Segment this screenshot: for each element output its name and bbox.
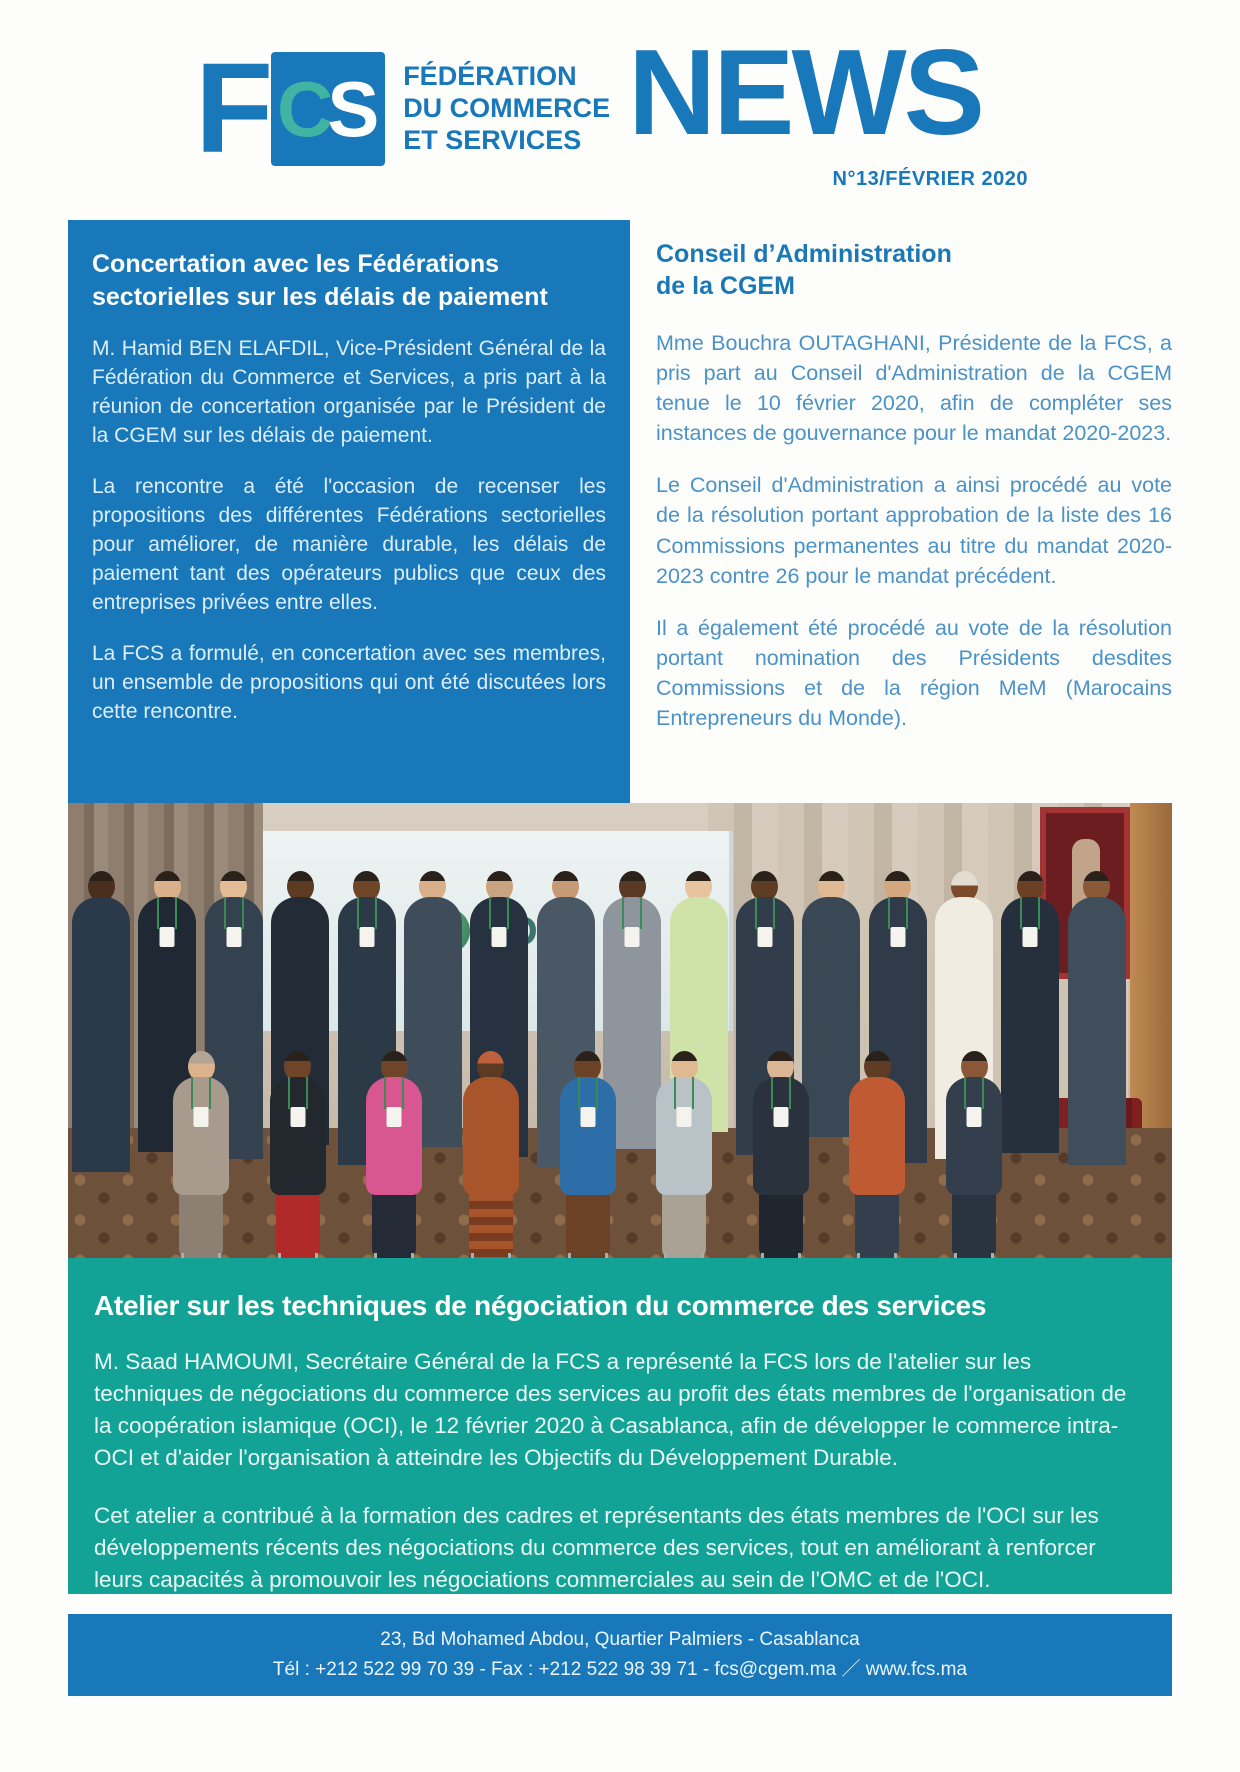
masthead-title: NEWS [628,24,982,160]
article-paragraph: M. Hamid BEN ELAFDIL, Vice-Président Général de la Fédération du Commerce et Services, a pris part à la réunion de concertation organisée par le Président de la CGEM sur les délais de paiement. [92,337,606,447]
logo-letter-c: C [277,64,328,153]
person [1001,871,1059,1153]
org-name-line3: ET SERVICES [403,124,582,155]
org-name [403,61,610,157]
person [173,1051,229,1258]
fcs-logo [195,37,611,180]
person [849,1051,905,1258]
article-paragraph: Mme Bouchra OUTAGHANI, Présidente de la FCS, a pris part au Conseil d'Administration de la CGEM tenue le 10 février 2020, afin de compléter ses instances de gouvernance pour le mandat 2020-2023. [656,331,1172,446]
person [72,871,130,1172]
article-title: Concertation avec les Fédérations sectorielles sur les délais de paiement [92,250,548,311]
article-paragraph: M. Saad HAMOUMI, Secrétaire Général de la FCS a représenté la FCS lors de l'atelier sur les techniques de négociations du commerce des services au profit des états membres de l'organisation de la coopération islamique (OCI), le 12 février 2020 à Casablanca, afin de développer le commerce intra-OCI et d'aider l'organisation à atteindre les Objectifs du Développement Durable. [94,1349,1127,1470]
logo-tile [271,52,385,166]
article-cgem-board [656,238,1172,755]
footer-bar [68,1614,1172,1696]
person [946,1051,1002,1258]
article-title [656,238,1172,302]
person [1068,871,1126,1165]
org-name-line2: DU COMMERCE [403,93,611,124]
logo-letter-f: F [195,37,270,180]
article-payment-delays [68,220,630,803]
person [560,1051,616,1258]
person [463,1051,519,1258]
footer-address: 23, Bd Mohamed Abdou, Quartier Palmiers - Casablanca [380,1629,860,1651]
seated-row [173,1051,1002,1258]
issue-number: N°13/FÉVRIER 2020 [832,168,1028,190]
article-title: Atelier sur les techniques de négociation du commerce des services [94,1290,987,1321]
footer-contacts: Tél : +212 522 99 70 39 - Fax : +212 522 98 39 71 - fcs@cgem.ma ／ www.fcs.ma [272,1659,968,1680]
person [270,1051,326,1258]
article-paragraph: Cet atelier a contribué à la formation des cadres et représentants des états membres de l'OCI sur les développements récents des négociations du commerce des services, tout en améliorant à renforcer leurs capacités à promouvoir les négociations commerciales au sein de l'OMC et de l'OCI. [94,1502,1099,1592]
article-title-line2: de la CGEM [656,272,795,300]
masthead [628,24,1028,160]
person [366,1051,422,1258]
person [753,1051,809,1258]
article-paragraph: Il a également été procédé au vote de la résolution portant nomination des Présidents desdites Commissions et de la région MeM (Marocains Entrepreneurs du Monde). [656,615,1172,731]
group-photo [68,803,1172,1258]
person [656,1051,712,1258]
article-paragraph: La rencontre a été l'occasion de recenser les propositions des différentes Fédérations sectorielles pour améliorer, de manière durable, les délais de paiement tant des opérateurs publics que ceux des entreprises privées entre elles. [92,474,606,614]
article-title-line1: Conseil d’Administration [656,240,952,268]
article-paragraph: Le Conseil d'Administration a ainsi procédé au vote de la résolution portant approbation de la liste des 16 Commissions permanentes au titre du mandat 2020-2023 contre 26 pour le mandat précédent. [656,473,1172,588]
article-paragraph: La FCS a formulé, en concertation avec ses membres, un ensemble de propositions qui ont été discutées lors cette rencontre. [92,641,606,723]
article-workshop [68,1258,1172,1594]
logo-letter-s: S [327,64,380,153]
org-name-line1: FÉDÉRATION [403,61,577,92]
